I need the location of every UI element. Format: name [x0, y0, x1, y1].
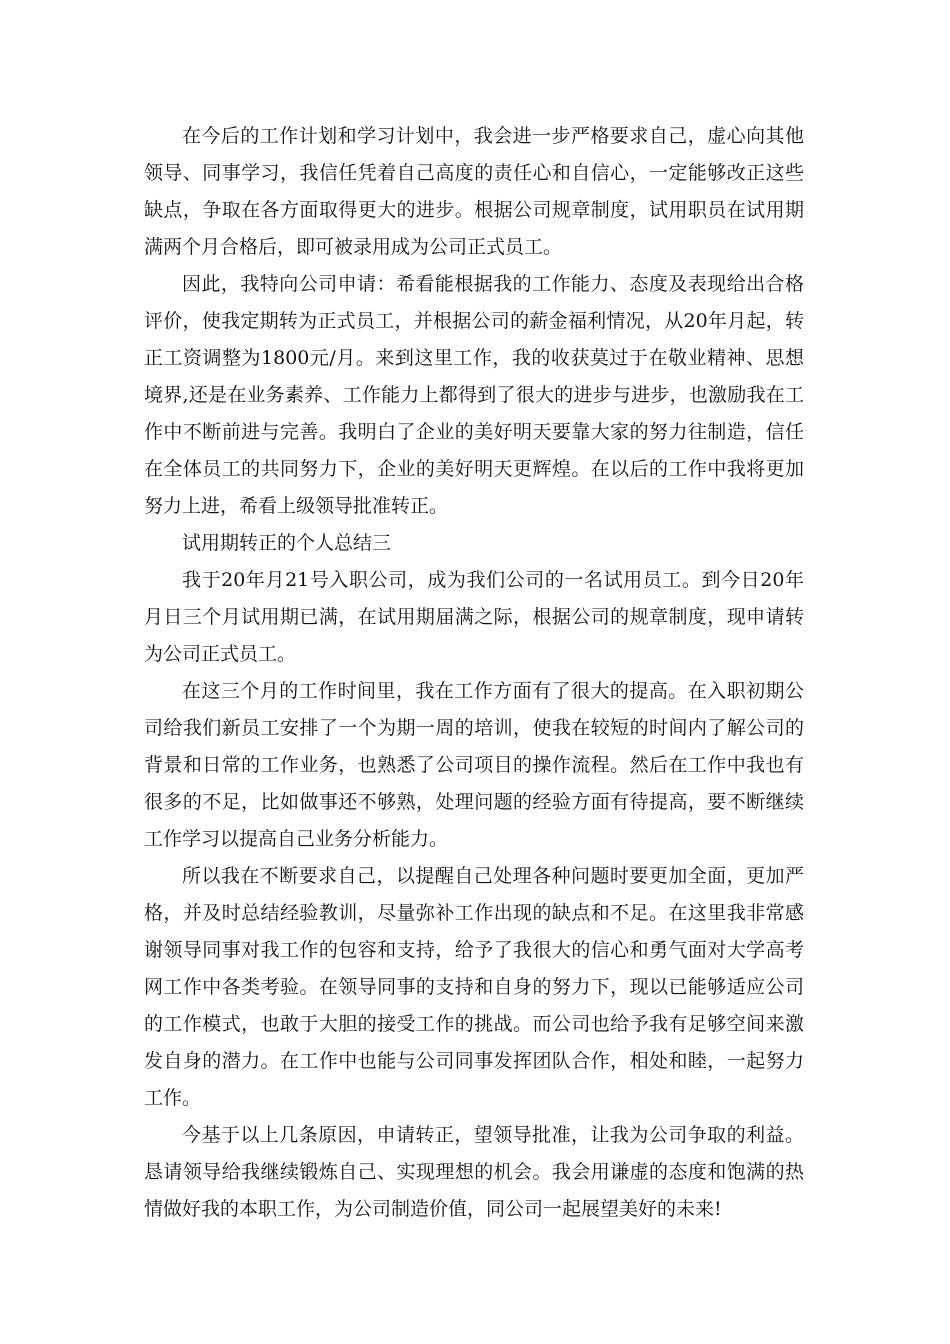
paragraph-application: 因此，我特向公司申请：希看能根据我的工作能力、态度及表现给出合格评价，使我定期转为正式员工，并根据公司的薪金福利情况，从20年月起，转正工资调整为1800元/月。来到这里工作，我的收获莫过于在敬业精神、思想境界,还是在业务素养、工作能力上都得到了很大的进步与进步，也激励我在工作中不断前进与完善。我明白了企业的美好明天要靠大家的努力往制造，信任在全体员工的共同努力下，企业的美好明天更辉煌。在以后的工作中我将更加努力上进，希看上级领导批准转正。	[144, 273, 804, 517]
paragraph-progress: 在这三个月的工作时间里，我在工作方面有了很大的提高。在入职初期公司给我们新员工安排了一个为期一周的培训，使我在较短的时间内了解公司的背景和日常的工作业务，也熟悉了公司项目的操作流程。然后在工作中我也有很多的不足，比如做事还不够熟，处理问题的经验方面有待提高，要不断继续工作学习以提高自己业务分析能力。	[144, 680, 804, 850]
paragraph-work-plan: 在今后的工作计划和学习计划中，我会进一步严格要求自己，虚心向其他领导、同事学习，我信任凭着自己高度的责任心和自信心，一定能够改正这些缺点，争取在各方面取得更大的进步。根据公司规章制度，试用职员在试用期满两个月合格后，即可被录用成为公司正式员工。	[144, 125, 804, 258]
document-body	[144, 118, 804, 1228]
paragraph-entry: 我于20年月21号入职公司，成为我们公司的一名试用员工。到今日20年月日三个月试用期已满，在试用期届满之际，根据公司的规章制度，现申请转为公司正式员工。	[144, 569, 804, 665]
section-heading: 试用期转正的个人总结三	[182, 532, 392, 554]
paragraph-conclusion: 今基于以上几条原因，申请转正，望领导批准，让我为公司争取的利益。恳请领导给我继续锻炼自己、实现理想的机会。我会用谦虚的态度和饱满的热情做好我的本职工作，为公司制造价值，同公司一起展望美好的未来!	[144, 1124, 804, 1220]
paragraph-self-requirement: 所以我在不断要求自己，以提醒自己处理各种问题时要更加全面，更加严格，并及时总结经验教训，尽量弥补工作出现的缺点和不足。在这里我非常感谢领导同事对我工作的包容和支持，给予了我很大的信心和勇气面对大学高考网工作中各类考验。在领导同事的支持和自身的努力下，现以已能够适应公司的工作模式，也敢于大胆的接受工作的挑战。而公司也给予我有足够空间来激发自身的潜力。在工作中也能与公司同事发挥团队合作，相处和睦，一起努力工作。	[144, 865, 804, 1109]
